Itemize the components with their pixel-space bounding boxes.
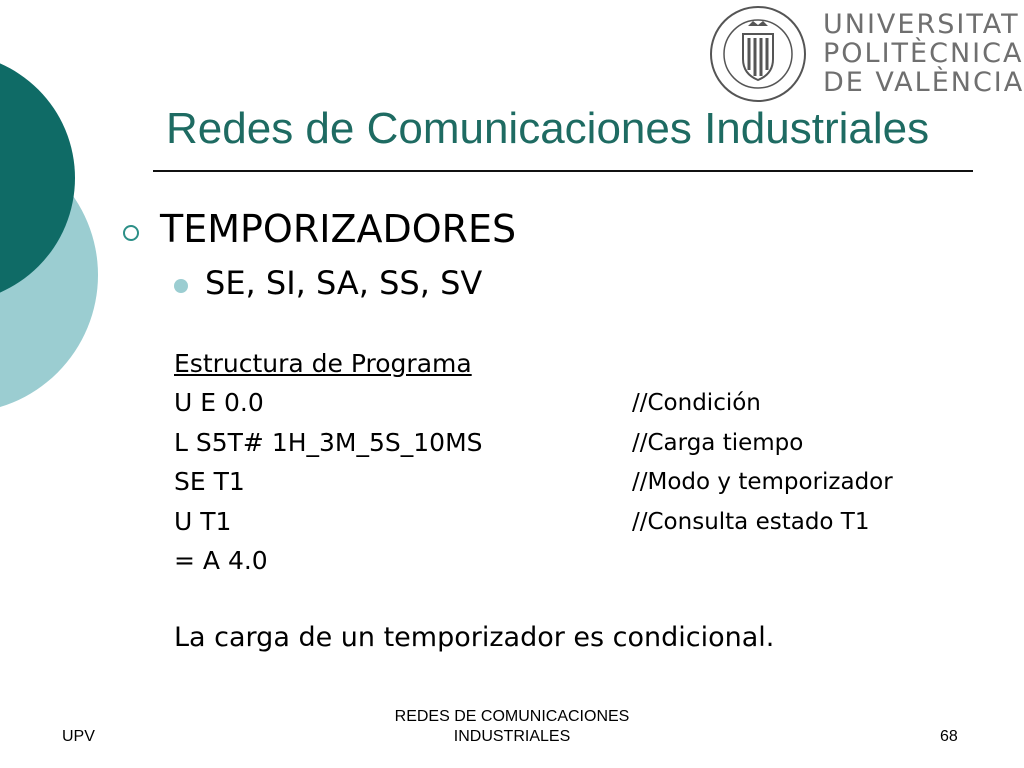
code-comment: //Modo y temporizador — [632, 469, 893, 495]
slide-title: Redes de Comunicaciones Industriales — [166, 104, 930, 153]
code-comment: //Carga tiempo — [632, 430, 804, 456]
timer-types: SE, SI, SA, SS, SV — [205, 264, 483, 302]
code-line: = A 4.0 — [174, 546, 268, 575]
title-divider — [153, 170, 973, 172]
logo-line-1: UNIVERSITAT — [823, 9, 1020, 40]
code-line: U T1 — [174, 507, 232, 536]
code-line: U E 0.0 — [174, 388, 264, 417]
hollow-bullet-icon — [123, 225, 139, 241]
code-line: SE T1 — [174, 467, 245, 496]
university-logo — [708, 4, 1024, 104]
logo-wordmark — [823, 10, 1024, 97]
note-text: La carga de un temporizador es condicional. — [174, 622, 775, 653]
code-line: L S5T# 1H_3M_5S_10MS — [174, 428, 483, 457]
code-comment: //Condición — [632, 390, 761, 416]
section-heading: TEMPORIZADORES — [160, 207, 517, 251]
page-number: 68 — [940, 728, 958, 745]
university-seal-icon — [708, 4, 808, 104]
footer-center — [362, 707, 662, 747]
logo-line-2: POLITÈCNICA — [823, 38, 1024, 69]
program-title: Estructura de Programa — [174, 349, 472, 378]
dot-bullet-icon — [174, 279, 188, 293]
decorative-circles — [0, 0, 130, 420]
footer-center-line-2: INDUSTRIALES — [453, 728, 571, 745]
footer-center-line-1: REDES DE COMUNICACIONES — [394, 708, 630, 725]
footer-left: UPV — [62, 728, 95, 745]
logo-line-3: DE VALÈNCIA — [823, 67, 1024, 98]
code-comment: //Consulta estado T1 — [632, 509, 870, 535]
